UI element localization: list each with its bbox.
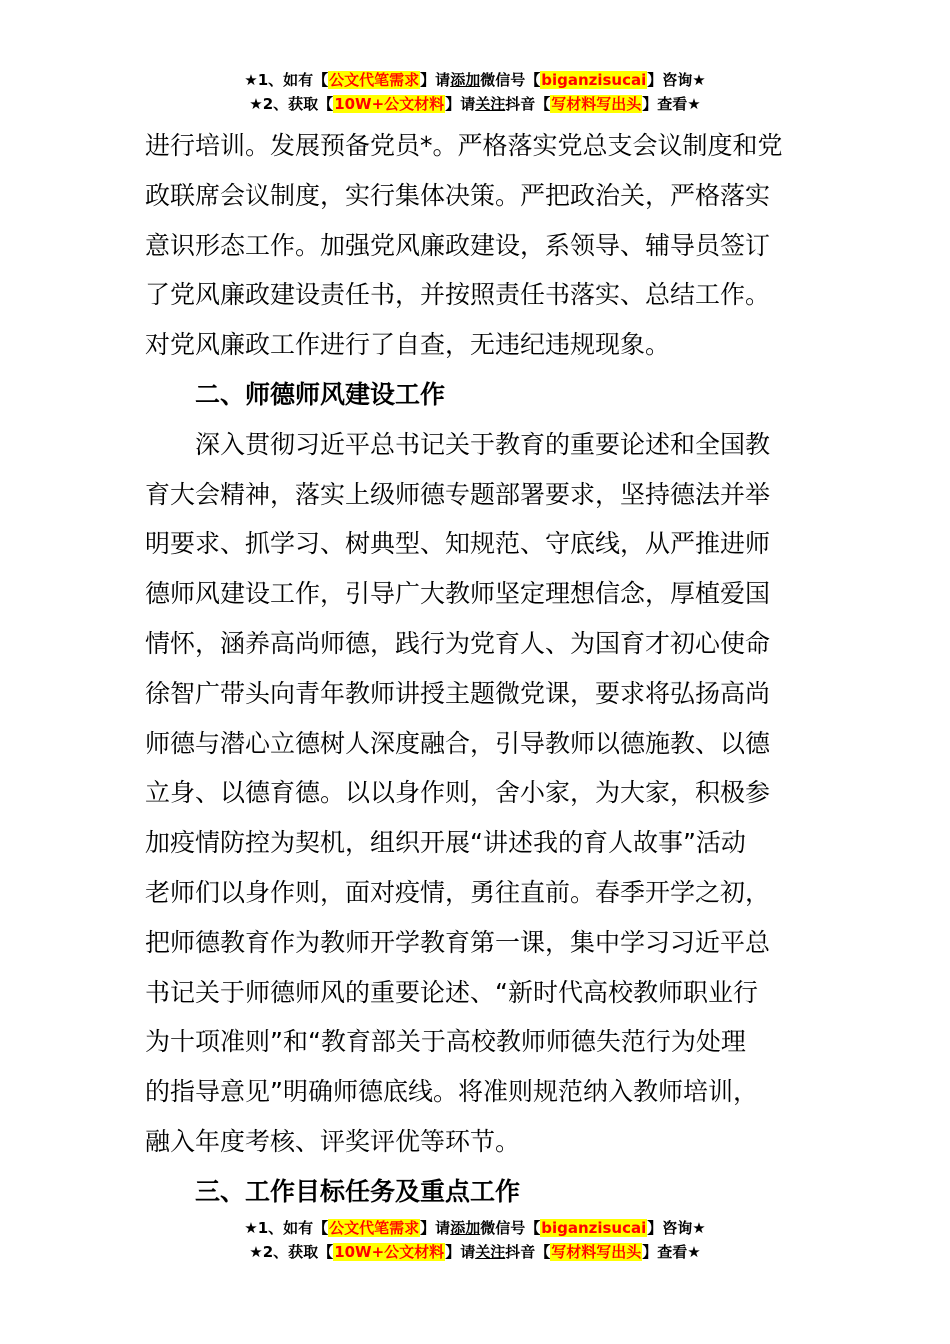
highlight-douyin-account: 写材料写出头 — [551, 1243, 642, 1261]
banner-line-1 — [0, 68, 950, 92]
text-line: 明要求、抓学习、树典型、知规范、守底线，从严推进师 — [145, 529, 771, 559]
text-line: 师德与潜心立德树人深度融合，引导教师以德施教、以德 — [145, 728, 771, 758]
banner-text: 】请 — [420, 71, 451, 89]
banner-text: 】咨询★ — [647, 71, 706, 89]
document-body — [145, 121, 807, 1217]
banner-text: ★1、如有【 — [244, 71, 329, 89]
text-line: 徐智广带头向青年教师讲授主题微党课，要求将弘扬高尚 — [145, 678, 771, 708]
banner-text: ★1、如有【 — [244, 1219, 329, 1237]
highlight-materials: 10W+公文材料 — [334, 1243, 445, 1261]
banner-text: 微信号【 — [480, 71, 541, 89]
banner-text: 抖音【 — [505, 1243, 551, 1261]
banner-text: 抖音【 — [505, 95, 551, 113]
paragraph-2 — [145, 420, 807, 1167]
highlight-wechat-id: biganzisucai — [541, 71, 647, 89]
text-line: 深入贯彻习近平总书记关于教育的重要论述和全国教 — [195, 429, 771, 459]
banner-text: 微信号【 — [480, 1219, 541, 1237]
text-line: 对党风廉政工作进行了自查，无违纪违规现象。 — [145, 330, 671, 360]
text-line: 意识形态工作。加强党风廉政建设，系领导、辅导员签订 — [145, 230, 771, 260]
text-line: 老师们以身作则，面对疫情，勇往直前。春季开学之初， — [145, 877, 771, 907]
banner-underlined-text: 关注 — [475, 95, 506, 113]
text-line: 的指导意见”明确师德底线。将准则规范纳入教师培训， — [145, 1077, 758, 1107]
banner-text: 】查看★ — [642, 95, 701, 113]
banner-text: 】咨询★ — [647, 1219, 706, 1237]
highlight-douyin-account: 写材料写出头 — [551, 95, 642, 113]
paragraph-1 — [145, 121, 807, 370]
banner-text: 】请 — [420, 1219, 451, 1237]
text-line: 政联席会议制度，实行集体决策。严把政治关，严格落实 — [145, 180, 771, 210]
banner-text: ★2、获取【 — [249, 1243, 334, 1261]
text-line: 育大会精神，落实上级师德专题部署要求，坚持德法并举 — [145, 479, 771, 509]
bottom-banner — [0, 1216, 950, 1264]
text-line: 加疫情防控为契机，组织开展“讲述我的育人故事”活动 — [145, 828, 746, 858]
highlight-service: 公文代笔需求 — [329, 71, 420, 89]
banner-line-1 — [0, 1216, 950, 1240]
banner-text: 】请 — [445, 95, 476, 113]
banner-text: 】请 — [445, 1243, 476, 1261]
section-heading-3: 三、工作目标任务及重点工作 — [195, 1176, 521, 1206]
banner-line-2 — [0, 92, 950, 116]
text-line: 融入年度考核、评奖评优等环节。 — [145, 1126, 521, 1156]
text-line: 立身、以德育德。以以身作则，舍小家，为大家，积极参 — [145, 778, 771, 808]
banner-line-2 — [0, 1240, 950, 1264]
text-line: 为十项准则”和“教育部关于高校教师师德失范行为处理 — [145, 1027, 746, 1057]
banner-text: 】查看★ — [642, 1243, 701, 1261]
highlight-service: 公文代笔需求 — [329, 1219, 420, 1237]
text-line: 进行培训。发展预备党员*。严格落实党总支会议制度和党 — [145, 131, 783, 160]
banner-underlined-text: 关注 — [475, 1243, 506, 1261]
text-line: 书记关于师德师风的重要论述、“新时代高校教师职业行 — [145, 977, 758, 1007]
text-line: 了党风廉政建设责任书，并按照责任书落实、总结工作。 — [145, 280, 771, 310]
section-heading-2: 二、师德师风建设工作 — [195, 379, 446, 409]
banner-underlined-text: 添加 — [450, 1219, 481, 1237]
banner-text: ★2、获取【 — [249, 95, 334, 113]
banner-underlined-text: 添加 — [450, 71, 481, 89]
text-line: 情怀，涵养高尚师德，践行为党育人、为国育才初心使命 — [145, 628, 771, 658]
top-banner — [0, 68, 950, 116]
highlight-wechat-id: biganzisucai — [541, 1219, 647, 1237]
text-line: 德师风建设工作，引导广大教师坚定理想信念，厚植爱国 — [145, 579, 771, 609]
highlight-materials: 10W+公文材料 — [334, 95, 445, 113]
text-line: 把师德教育作为教师开学教育第一课，集中学习习近平总 — [145, 927, 771, 957]
